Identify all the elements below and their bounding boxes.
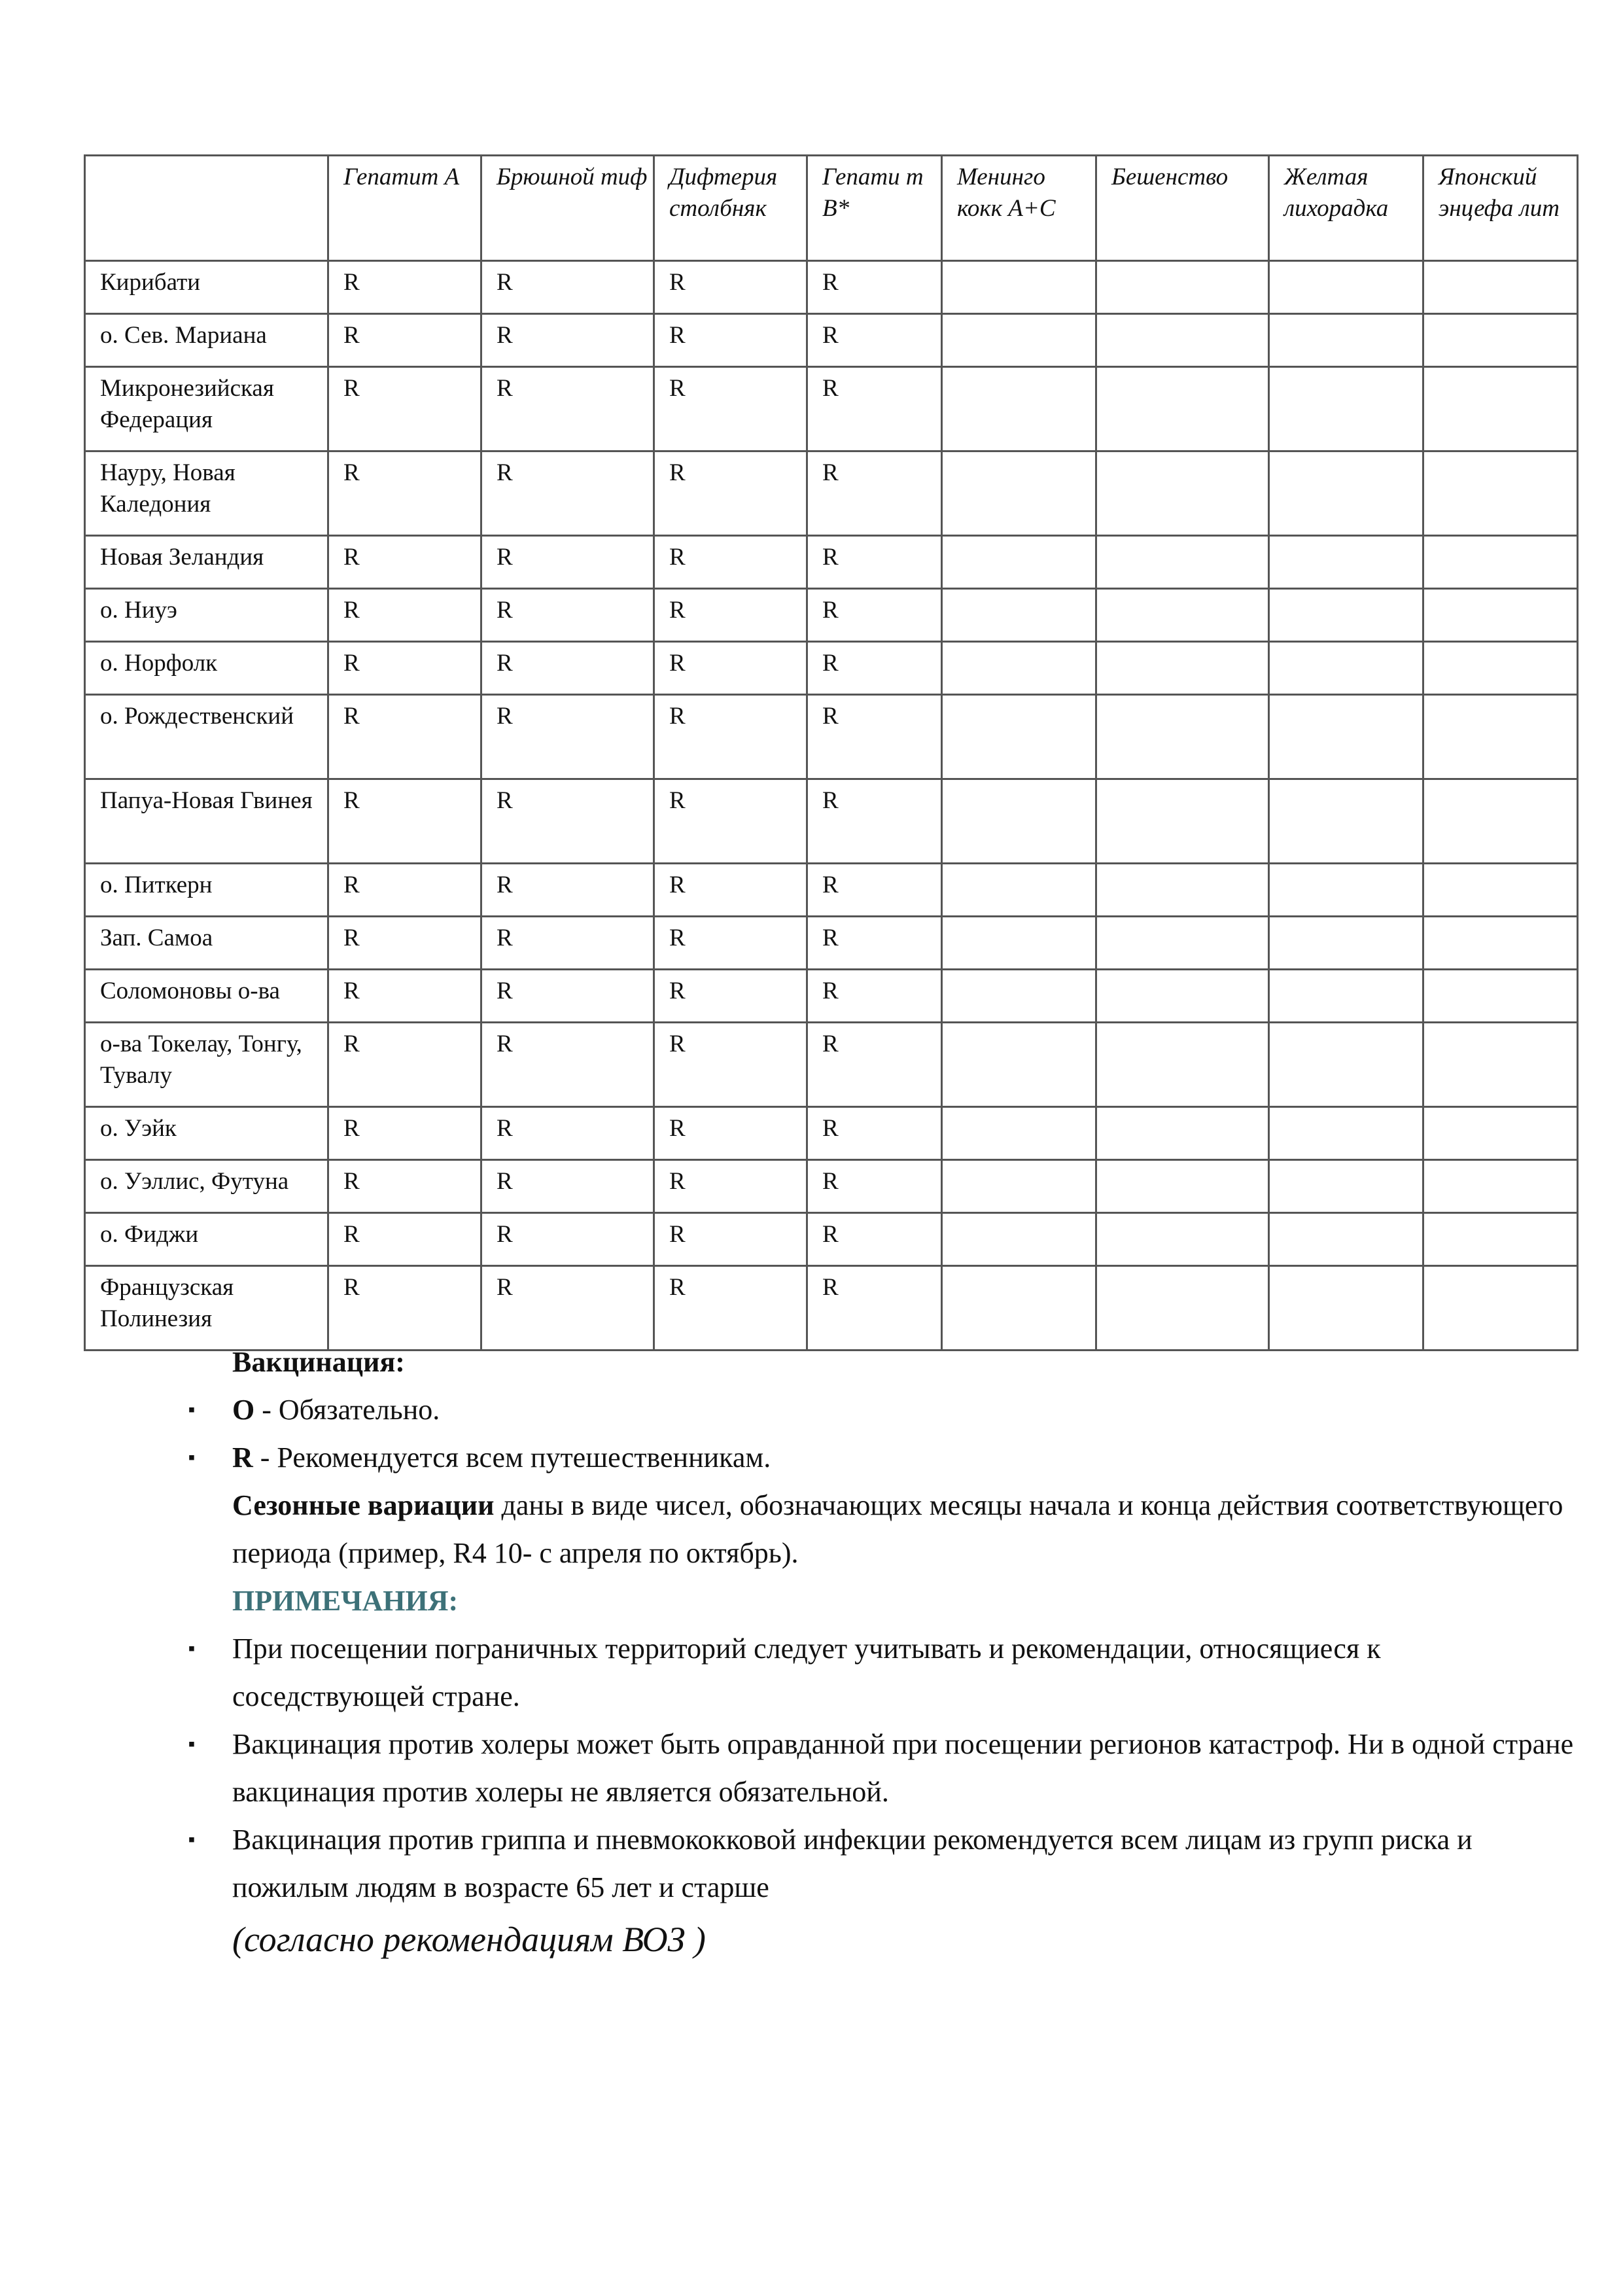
vaccine-cell: R (654, 864, 807, 917)
vaccine-cell: R (807, 451, 942, 536)
vaccine-cell: R (654, 642, 807, 695)
vaccine-cell (942, 1160, 1096, 1213)
vaccine-cell: R (328, 367, 481, 451)
table-body (85, 261, 1578, 1351)
seasonal-label: Сезонные вариации (232, 1489, 495, 1521)
legend-text: - Обязательно. (254, 1394, 440, 1426)
vaccine-cell: R (328, 314, 481, 367)
square-bullet-icon: ▪ (188, 1399, 196, 1421)
vaccine-cell (1096, 314, 1269, 367)
vaccine-cell (942, 1107, 1096, 1160)
vaccine-cell: R (328, 695, 481, 779)
note-text: Вакцинация против холеры может быть оправданной при посещении регионов катастроф. Ни в одной стране вакцинация против холеры не является обязательной. (232, 1728, 1574, 1808)
vaccine-cell (1269, 695, 1423, 779)
country-cell: Кирибати (85, 261, 328, 314)
country-cell: о-ва Токелау, Тонгу, Тувалу (85, 1023, 328, 1107)
vaccine-cell: R (654, 1023, 807, 1107)
vaccine-cell (942, 864, 1096, 917)
header-cell: Гепати т В* (807, 156, 942, 261)
vaccine-cell: R (328, 451, 481, 536)
vaccine-cell: R (481, 970, 654, 1023)
vaccine-cell: R (654, 451, 807, 536)
vaccine-cell: R (807, 864, 942, 917)
table-row (85, 1160, 1578, 1213)
vaccine-cell: R (654, 314, 807, 367)
vaccine-cell: R (328, 864, 481, 917)
header-cell: Желтая лихорадка (1269, 156, 1423, 261)
table-row (85, 536, 1578, 589)
table-row (85, 314, 1578, 367)
vaccine-cell: R (481, 314, 654, 367)
vaccine-cell: R (807, 1213, 942, 1266)
vaccine-cell: R (807, 1023, 942, 1107)
vaccine-cell (1269, 1213, 1423, 1266)
vaccine-cell (942, 1023, 1096, 1107)
square-bullet-icon: ▪ (188, 1447, 196, 1468)
vaccine-cell: R (807, 261, 942, 314)
vaccine-cell: R (807, 589, 942, 642)
vaccine-cell: R (807, 970, 942, 1023)
table-row (85, 451, 1578, 536)
vaccine-cell (1269, 1023, 1423, 1107)
vaccine-cell: R (654, 779, 807, 864)
header-cell: Дифтерия столбняк (654, 156, 807, 261)
country-cell: Микронезийская Федерация (85, 367, 328, 451)
vaccine-cell: R (654, 261, 807, 314)
table-row (85, 1213, 1578, 1266)
vaccine-cell: R (481, 779, 654, 864)
vaccine-cell: R (654, 536, 807, 589)
vaccine-cell (1096, 970, 1269, 1023)
vaccine-cell: R (328, 536, 481, 589)
country-cell: о. Фиджи (85, 1213, 328, 1266)
table-row (85, 1107, 1578, 1160)
table-row (85, 779, 1578, 864)
table-row (85, 642, 1578, 695)
vaccine-cell (1423, 367, 1578, 451)
vaccine-cell (1423, 1213, 1578, 1266)
vaccine-cell (1269, 261, 1423, 314)
vaccine-cell: R (807, 695, 942, 779)
vaccine-cell: R (481, 1266, 654, 1351)
vaccine-cell: R (481, 1023, 654, 1107)
vaccine-cell: R (328, 1213, 481, 1266)
vaccine-cell: R (481, 642, 654, 695)
square-bullet-icon: ▪ (188, 1829, 196, 1850)
vaccine-cell (942, 261, 1096, 314)
vaccine-cell: R (807, 536, 942, 589)
vaccine-cell (1269, 864, 1423, 917)
vaccine-cell (1423, 1023, 1578, 1107)
vaccine-cell: R (481, 695, 654, 779)
vaccine-cell (1269, 367, 1423, 451)
vaccine-cell: R (328, 1107, 481, 1160)
vaccine-cell: R (328, 917, 481, 970)
vaccine-cell: R (654, 367, 807, 451)
vaccine-cell (1269, 642, 1423, 695)
vaccine-cell (1096, 779, 1269, 864)
vaccine-cell (1423, 261, 1578, 314)
vaccine-cell (1423, 917, 1578, 970)
country-cell: о. Питкерн (85, 864, 328, 917)
header-cell: Гепатит А (328, 156, 481, 261)
header-cell: Брюшной тиф (481, 156, 654, 261)
vaccine-cell (942, 314, 1096, 367)
note-item (188, 1625, 1580, 1720)
table-row (85, 695, 1578, 779)
header-cell (85, 156, 328, 261)
note-text: При посещении пограничных территорий следует учитывать и рекомендации, относящиеся к соседствующей стране. (232, 1633, 1381, 1712)
vaccine-cell: R (481, 864, 654, 917)
vaccine-cell: R (807, 367, 942, 451)
vaccine-cell (942, 1213, 1096, 1266)
country-cell: Новая Зеландия (85, 536, 328, 589)
vaccine-cell (942, 970, 1096, 1023)
country-cell: о. Уэллис, Футуна (85, 1160, 328, 1213)
vaccine-cell (1096, 536, 1269, 589)
vaccine-cell: R (654, 589, 807, 642)
vaccine-cell (1423, 1107, 1578, 1160)
vaccine-cell: R (328, 1160, 481, 1213)
vaccine-cell (1269, 1107, 1423, 1160)
vaccine-cell (1269, 917, 1423, 970)
country-cell: Папуа-Новая Гвинея (85, 779, 328, 864)
header-cell: Бешенство (1096, 156, 1269, 261)
vaccine-cell: R (654, 1160, 807, 1213)
seasonal-note (232, 1481, 1580, 1577)
vaccine-cell: R (654, 1213, 807, 1266)
vaccine-cell (1096, 695, 1269, 779)
vaccine-cell (942, 917, 1096, 970)
vaccine-cell (1423, 589, 1578, 642)
vaccine-cell (1423, 779, 1578, 864)
country-cell: о. Рождественский (85, 695, 328, 779)
vaccine-cell (1269, 1160, 1423, 1213)
legend-item-mandatory (188, 1386, 1580, 1434)
vaccine-cell: R (328, 1266, 481, 1351)
legend-text: - Рекомендуется всем путешественникам. (253, 1441, 771, 1474)
vaccine-cell: R (481, 261, 654, 314)
vaccine-cell (942, 536, 1096, 589)
vaccine-cell: R (654, 970, 807, 1023)
legend-code: R (232, 1441, 253, 1474)
table-row (85, 917, 1578, 970)
vaccine-cell (942, 779, 1096, 864)
vaccine-cell: R (807, 779, 942, 864)
vaccine-cell (1096, 367, 1269, 451)
vaccine-cell: R (328, 779, 481, 864)
table-row (85, 1023, 1578, 1107)
table-row (85, 970, 1578, 1023)
vaccine-cell: R (328, 642, 481, 695)
vaccine-cell (942, 695, 1096, 779)
notes-heading: ПРИМЕЧАНИЯ: (232, 1585, 459, 1617)
vaccine-cell (942, 589, 1096, 642)
vaccine-cell: R (807, 917, 942, 970)
vaccine-cell (1096, 917, 1269, 970)
vaccine-cell (1423, 314, 1578, 367)
note-item (188, 1816, 1580, 1911)
vaccine-cell (1269, 589, 1423, 642)
vaccine-cell (1096, 642, 1269, 695)
vaccine-cell: R (481, 1160, 654, 1213)
legend-item-recommended (188, 1434, 1580, 1481)
vaccine-cell (1423, 864, 1578, 917)
vaccine-cell (1269, 451, 1423, 536)
header-cell: Менинго кокк А+С (942, 156, 1096, 261)
vaccine-cell (1269, 314, 1423, 367)
vaccine-cell: R (807, 642, 942, 695)
square-bullet-icon: ▪ (188, 1638, 196, 1659)
vaccine-cell: R (481, 536, 654, 589)
table-row (85, 261, 1578, 314)
vaccine-cell (1269, 779, 1423, 864)
vaccine-cell: R (807, 314, 942, 367)
vaccine-cell (1096, 864, 1269, 917)
legend-and-notes (188, 1338, 1580, 1968)
vaccine-cell: R (328, 970, 481, 1023)
vaccine-cell (1423, 536, 1578, 589)
table-row (85, 367, 1578, 451)
vaccine-cell: R (328, 1023, 481, 1107)
vaccine-cell: R (328, 261, 481, 314)
who-source-note: (согласно рекомендациям ВОЗ ) (232, 1920, 706, 1959)
vaccination-table (84, 154, 1579, 1351)
vaccine-cell (1269, 970, 1423, 1023)
vaccine-cell (1423, 695, 1578, 779)
vaccine-cell (942, 642, 1096, 695)
vaccine-cell: R (807, 1160, 942, 1213)
vaccine-cell: R (654, 1266, 807, 1351)
header-cell: Японский энцефа лит (1423, 156, 1578, 261)
vaccine-cell: R (807, 1266, 942, 1351)
legend-code: O (232, 1394, 255, 1426)
vaccine-cell: R (654, 917, 807, 970)
vaccine-cell (1096, 1213, 1269, 1266)
vaccine-cell: R (481, 589, 654, 642)
country-cell: о. Норфолк (85, 642, 328, 695)
vaccine-cell (1423, 1160, 1578, 1213)
vaccine-cell: R (481, 1107, 654, 1160)
vaccine-cell: R (481, 917, 654, 970)
table-row (85, 864, 1578, 917)
country-cell: о. Уэйк (85, 1107, 328, 1160)
vaccine-cell: R (328, 589, 481, 642)
country-cell: Французская Полинезия (85, 1266, 328, 1351)
vaccine-cell (1096, 451, 1269, 536)
vaccine-cell (1096, 1160, 1269, 1213)
vaccine-cell (942, 451, 1096, 536)
note-text: Вакцинация против гриппа и пневмококковой инфекции рекомендуется всем лицам из групп риска и пожилым людям в возрасте 65 лет и старше (232, 1824, 1473, 1903)
vaccine-cell: R (807, 1107, 942, 1160)
vaccine-cell (1096, 1023, 1269, 1107)
country-cell: Соломоновы о-ва (85, 970, 328, 1023)
vaccine-cell (1096, 261, 1269, 314)
vaccine-cell: R (654, 695, 807, 779)
vaccine-cell (1269, 536, 1423, 589)
table-header-row (85, 156, 1578, 261)
vaccine-cell: R (654, 1107, 807, 1160)
vaccine-cell (1096, 589, 1269, 642)
country-cell: о. Ниуэ (85, 589, 328, 642)
square-bullet-icon: ▪ (188, 1733, 196, 1755)
seasonal-text: даны в виде чисел, обозначающих месяцы начала и конца действия соответствующего периода (пример, R4 10- с апреля по октябрь). (232, 1489, 1563, 1569)
note-item (188, 1720, 1580, 1816)
country-cell: Зап. Самоа (85, 917, 328, 970)
vaccine-cell (1423, 451, 1578, 536)
vaccine-cell (1096, 1107, 1269, 1160)
table-row (85, 589, 1578, 642)
vaccine-cell (1423, 970, 1578, 1023)
legend-title: Вакцинация: (232, 1346, 405, 1378)
vaccine-cell: R (481, 367, 654, 451)
vaccine-cell: R (481, 1213, 654, 1266)
vaccine-cell (1423, 642, 1578, 695)
vaccine-cell (942, 367, 1096, 451)
country-cell: о. Сев. Мариана (85, 314, 328, 367)
country-cell: Науру, Новая Каледония (85, 451, 328, 536)
vaccine-cell: R (481, 451, 654, 536)
